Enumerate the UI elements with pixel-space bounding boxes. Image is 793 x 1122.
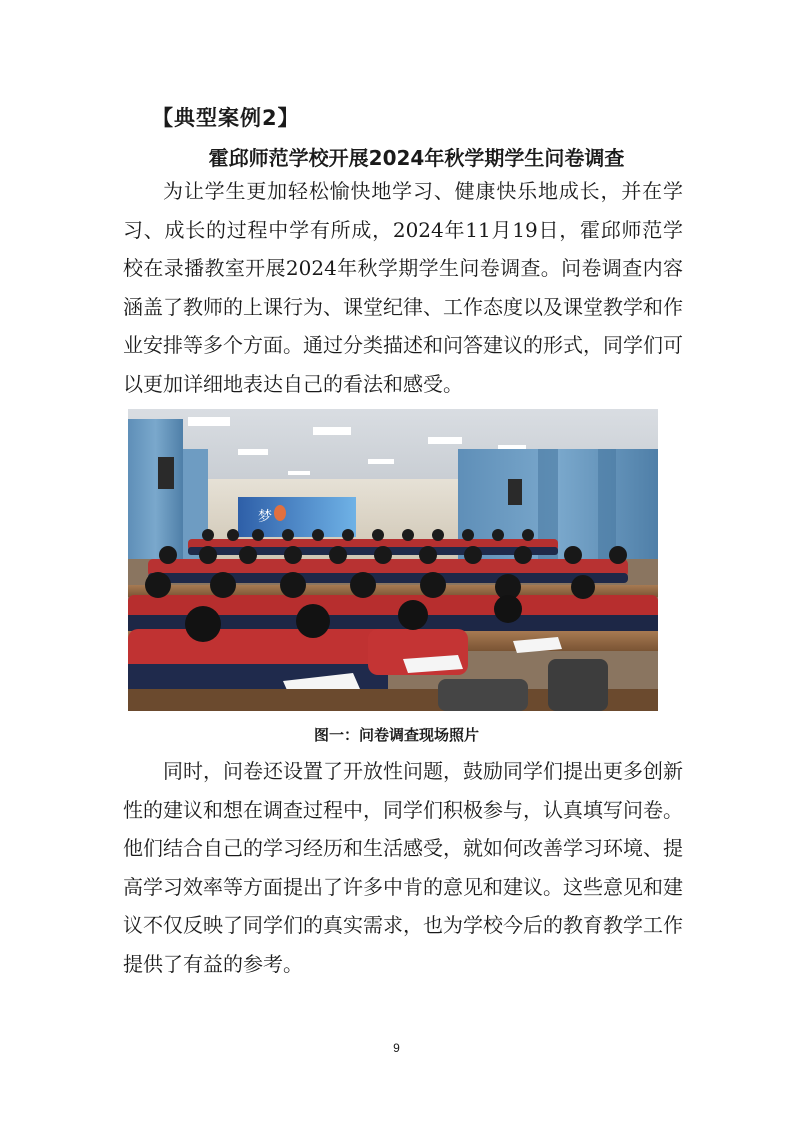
case-label: 【典型案例2】 [152, 106, 300, 130]
page-number: 9 [393, 1041, 400, 1055]
document-title: 霍邱师范学校开展2024年秋学期学生问卷调查 [208, 146, 625, 170]
paragraph-body: 同时，问卷还设置了开放性问题，鼓励同学们提出更多创新性的建议和想在调查过程中，同学们积极参与，认真填写问卷。他们结合自己的学习经历和生活感受，就如何改善学习环境、提高学习效率等方面提出了许多中肯的意见和建议。这些意见和建议不仅反映了同学们的真实需求，也为学校今后的教育教学工作提供了有益的参考。 [123, 759, 683, 976]
banner-text: 梦 [258, 509, 272, 525]
paragraph-intro: 为让学生更加轻松愉快地学习、健康快乐地成长，并在学习、成长的过程中学有所成，2024年11月19日，霍邱师范学校在录播教室开展2024年秋学期学生问卷调查。问卷调查内容涵盖了教师的上课行为、课堂纪律、工作态度以及课堂教学和作业安排等多个方面。通过分类描述和问答建议的形式，同学们可以更加详细地表达自己的看法和感受。 [123, 179, 683, 396]
classroom-photo [128, 409, 658, 711]
photo-caption: 图一：问卷调查现场照片 [313, 726, 479, 744]
